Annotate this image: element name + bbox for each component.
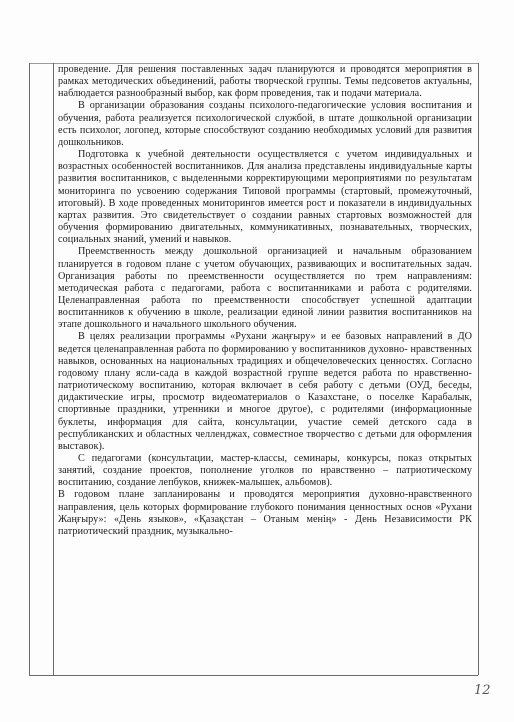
table-right-border [478,63,479,675]
paragraph: Преемственность между дошкольной организацией и начальным образованием планируется в годовом плане с учетом обучающих, развивающих и воспитательных задач. Организация работы по преемственности осуществляется по трем направлениям: методическая работа с педагогами, работа с воспитанниками и работа с родителями. Целенаправленная работа по преемственности способствует успешной адаптации воспитанников к обучению в школе, реализации единой линии развития воспитанников на этапе дошкольного и начального школьного обучения. [58,246,472,331]
paragraph: В годовом плане запланированы и проводятся мероприятия духовно-нравственного направления, цель которых формирование глубокого понимания ценностных основ «Рухани Жаңғыру»: «День языков», «Қазақстан – Отаным менің» - День Независимости РК патриотический праздник, музыкально- [58,489,472,537]
paragraph: Подготовка к учебной деятельности осуществляется с учетом индивидуальных и возрастных особенностей воспитанников. Для анализа представлены индивидуальные карты развития воспитанников, с выделенными корректирующими мероприятиями по результатам мониторинга по усвоению содержания Типовой программы (стартовый, промежуточный, итоговый). В ходе проведенных мониторингов имеется рост и показатели в индивидуальных картах развития. Это свидетельствует о создании равных стартовых возможностей для обучения формированию двигательных, коммуникативных, познавательных, творческих, социальных знаний, умений и навыков. [58,149,472,246]
table-column-divider [53,63,54,675]
paragraph: С педагогами (консультации, мастер-классы, семинары, конкурсы, показ открытых занятий, создание проектов, пополнение уголков по нравственно – патриотическому воспитанию, создание лепбуков, книжек-малышек, альбомов). [58,453,472,489]
table-bottom-border [29,675,478,676]
paragraph: В целях реализации программы «Рухани жаңғыру» и ее базовых направлений в ДО ведется целенаправленная работа по формированию у воспитанников духовно- нравственных навыков, основанных на национальных традициях и общечеловеческих ценностях. Согласно годовому плану ясли-сада в каждой возрастной группе ведется работа по нравственно-патриотическому воспитанию, которая включает в себя работу с детьми (ОУД, беседы, дидактические игры, просмотр видеоматериалов о Казахстане, о поселке Карабалык, спортивные праздники, утренники и многое другое), с родителями (информационные буклеты, информация для сайта, консультации, участие семей детского сада в республиканских и областных челленджах, совместное творчество с детьми для оформления выставок). [58,331,472,452]
paragraph: В организации образования созданы психолого-педагогические условия воспитания и обучения, работа реализуется психологической службой, в штате дошкольной организации есть психолог, логопед, которые способствуют созданию необходимых условий для развития дошкольников. [58,100,472,148]
document-body [58,64,472,674]
paragraph: проведение. Для решения поставленных задач планируются и проводятся мероприятия в рамках методических объединений, работы творческой группы. Темы педсоветов актуальны, наблюдается разнообразный выбор, как форм проведения, так и подачи материала. [58,64,472,100]
page-number: 12 [474,683,491,698]
table-left-border [29,63,30,675]
